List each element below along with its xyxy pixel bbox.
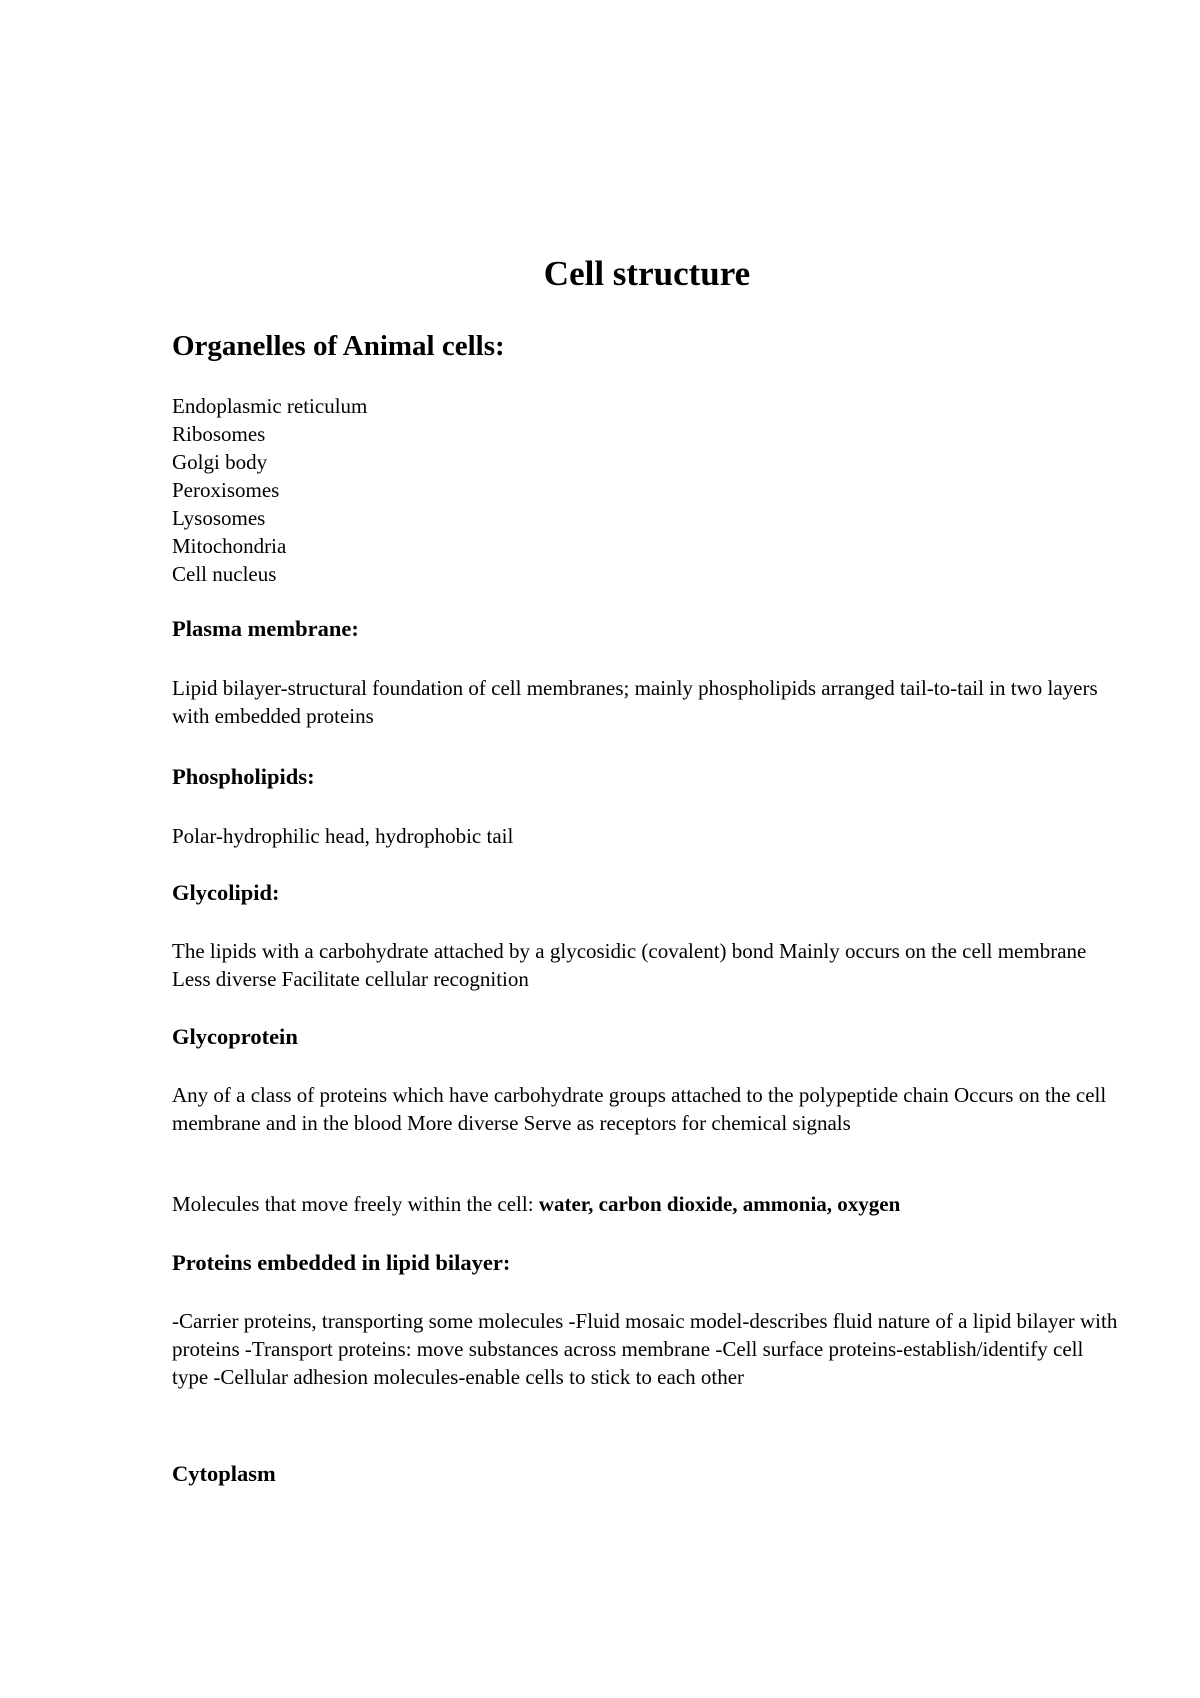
glycoprotein-heading: Glycoprotein [172, 1024, 298, 1049]
plasma-membrane-heading: Plasma membrane: [172, 616, 359, 641]
proteins-heading: Proteins embedded in lipid bilayer: [172, 1250, 511, 1275]
proteins-text: -Carrier proteins, transporting some molecules -Fluid mosaic model-describes fluid nature of a lipid bilayer with proteins -Transport proteins: move substances across membrane -Cell surface proteins-establish/identify cell type -Cellular adhesion molecules-enable cells to stick to each other [172, 1309, 1118, 1389]
cytoplasm-heading: Cytoplasm [172, 1461, 276, 1486]
list-item: Endoplasmic reticulum [172, 394, 368, 418]
glycoprotein-text: Any of a class of proteins which have carbohydrate groups attached to the polypeptide chain Occurs on the cell membrane and in the blood More diverse Serve as receptors for chemical signals [172, 1083, 1107, 1135]
list-item: Peroxisomes [172, 478, 280, 502]
glycolipid-heading: Glycolipid: [172, 880, 280, 905]
list-item: Golgi body [172, 450, 268, 474]
list-item: Lysosomes [172, 506, 266, 530]
molecules-list: water, carbon dioxide, ammonia, oxygen [538, 1192, 901, 1216]
list-item: Mitochondria [172, 534, 287, 558]
glycolipid-text: The lipids with a carbohydrate attached by a glycosidic (covalent) bond Mainly occurs on the cell membrane Less diverse Facilitate cellular recognition [172, 939, 1087, 991]
organelles-list [172, 392, 367, 588]
molecules-text [172, 1190, 1122, 1218]
plasma-membrane-text: Lipid bilayer-structural foundation of cell membranes; mainly phospholipids arranged tail-to-tail in two layers with embedded proteins [172, 676, 1098, 728]
organelles-heading: Organelles of Animal cells: [172, 330, 505, 362]
molecules-label: Molecules that move freely within the cell: [172, 1192, 539, 1216]
list-item: Cell nucleus [172, 562, 277, 586]
page-title: Cell structure [543, 254, 751, 293]
list-item: Ribosomes [172, 422, 266, 446]
phospholipids-heading: Phospholipids: [172, 764, 315, 789]
phospholipids-text: Polar-hydrophilic head, hydrophobic tail [172, 824, 514, 848]
